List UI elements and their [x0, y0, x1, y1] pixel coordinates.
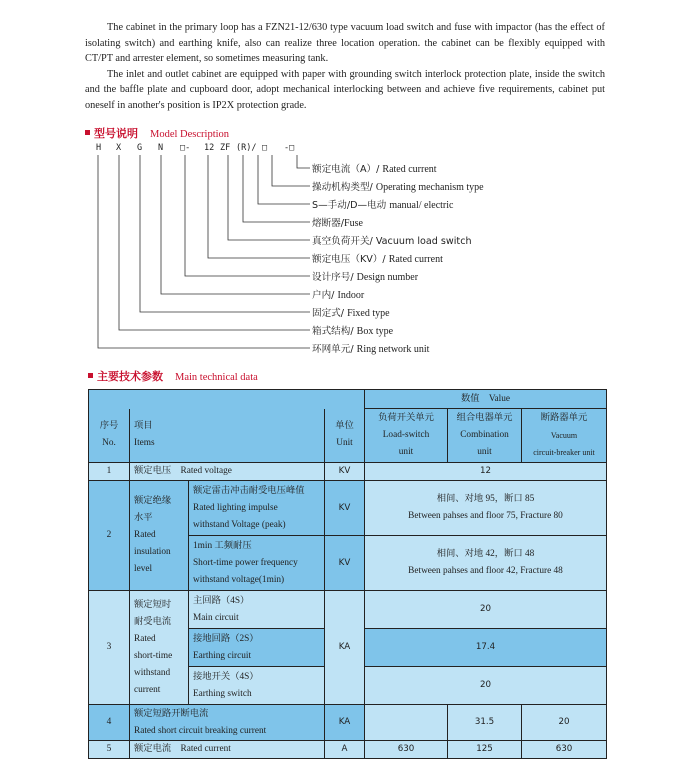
- label-rated-current: 额定电流（A）/ Rated current: [312, 164, 437, 175]
- unit-header: 单位 Unit: [325, 409, 365, 463]
- label-design-number: 设计序号/ Design number: [312, 272, 419, 283]
- bullet-icon: [88, 373, 93, 378]
- code-r: (R)/: [236, 143, 257, 153]
- vacuum-breaker-header: 断路器单元 Vacuum circuit-breaker unit: [522, 409, 607, 463]
- table-row: 2 额定绝缘 水平 Rated insulation level 额定雷击冲击耐受电压峰值 Rated lighting impulse withstand Voltage (peak) KV 相间、对地 95，断口 85 Between pahses and floor 75, Fracture 80: [89, 481, 607, 536]
- code-12: 12: [204, 143, 215, 153]
- table-row: 3 额定短时 耐受电流 Rated short-time withstand current 主回路（4S） Main circuit KA 20: [89, 591, 607, 629]
- items-header: 项目 Items: [130, 409, 325, 463]
- label-indoor: 户内/ Indoor: [312, 290, 365, 301]
- table-row: 1min 工频耐压 Short-time power frequency withstand voltage(1min) KV 相间、对地 42，断口 48 Between pahses and floor 42, Fracture 48: [89, 536, 607, 591]
- table-row: 4 额定短路开断电流 Rated short circuit breaking current KA 31.5 20: [89, 705, 607, 741]
- table-row: 1 额定电压 Rated voltage KV 12: [89, 463, 607, 481]
- no-header: 序号 No.: [89, 409, 130, 463]
- label-fixed-type: 固定式/ Fixed type: [312, 308, 390, 319]
- label-ring-network-unit: 环网单元/ Ring network unit: [312, 344, 430, 355]
- code-design: □-: [180, 143, 191, 153]
- label-fuse: 熔断器/Fuse: [312, 218, 363, 229]
- technical-data-table: [88, 389, 607, 759]
- label-manual-electric: S—手动/D—电动 manual/ electric: [312, 200, 454, 211]
- label-vacuum-load-switch: 真空负荷开关/ Vacuum load switch: [312, 236, 472, 247]
- code-mechanism: □: [262, 143, 268, 153]
- table-row: 接地回路（2S） Earthing circuit 17.4: [89, 629, 607, 667]
- code-g: G: [137, 143, 143, 153]
- intro-paragraph-2: The inlet and outlet cabinet are equipped with paper with grounding switch interlock protection plate, inside the switch and the baffle plate and cupboard door, adopt mechanical interlocking between and achieve five requirements, cabinet put oneself in another's position is IP2X protection grade.: [85, 68, 605, 111]
- model-description-heading: 型号说明 Model Description: [85, 125, 229, 141]
- intro-paragraph-1: The cabinet in the primary loop has a FZN21-12/630 type vacuum load switch and fuse with impactor (has the effect of isolating switch) and earthing knife, also can realize three location operation. the cabinet can be flexibly equipped with CT/PT and arrester element, so sometimes measuring tank.: [85, 22, 605, 65]
- code-h: H: [96, 143, 102, 153]
- code-zf: ZF: [220, 143, 231, 153]
- code-x: X: [116, 143, 122, 153]
- value-header: 数值 Value: [365, 390, 607, 409]
- code-current: -□: [284, 143, 295, 153]
- table-header-blank: [89, 390, 365, 409]
- label-box-type: 箱式结构/ Box type: [312, 326, 394, 337]
- table-row: 接地开关（4S） Earthing switch 20: [89, 667, 607, 705]
- code-n: N: [158, 143, 164, 153]
- technical-data-heading: 主要技术参数 Main technical data: [88, 368, 258, 384]
- combination-header: 组合电器单元 Combination unit: [448, 409, 522, 463]
- label-mechanism-type: 操动机构类型/ Operating mechanism type: [312, 182, 484, 193]
- table-row: 5 额定电流 Rated current A 630 125 630: [89, 741, 607, 759]
- load-switch-header: 负荷开关单元 Load-switch unit: [365, 409, 448, 463]
- label-rated-voltage: 额定电压（KV）/ Rated current: [312, 254, 443, 265]
